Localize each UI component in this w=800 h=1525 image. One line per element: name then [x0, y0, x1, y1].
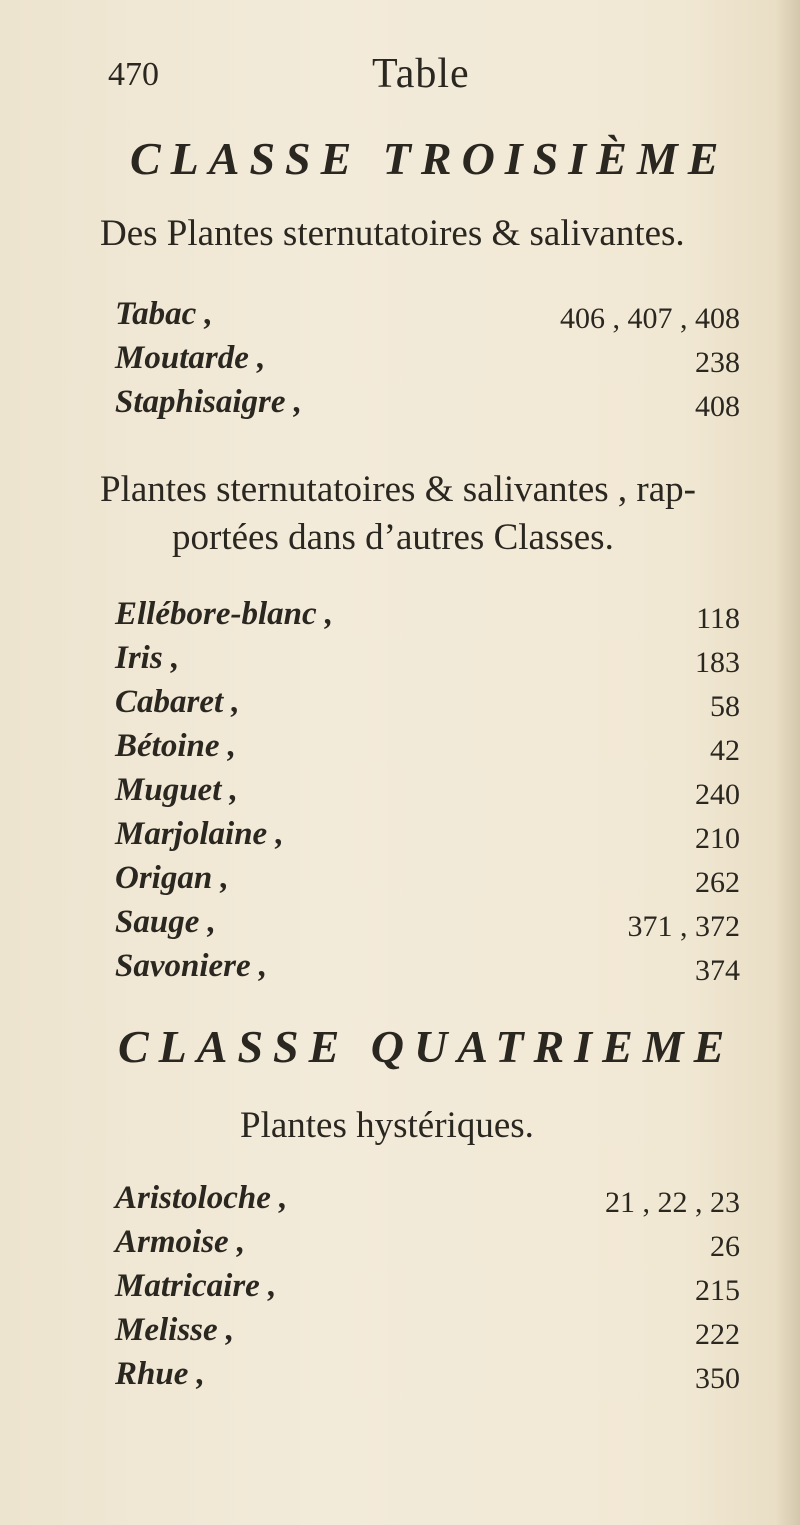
list-item — [0, 1356, 800, 1400]
plant-name: Ellébore-blanc , — [115, 596, 334, 632]
list-item — [0, 948, 800, 992]
page-refs: 42 — [710, 734, 740, 767]
plant-name: Marjolaine , — [115, 816, 284, 852]
page-refs: 21 , 22 , 23 — [605, 1186, 740, 1219]
plant-name: Moutarde , — [115, 340, 266, 376]
page-number: 470 — [108, 56, 159, 93]
plant-name: Rhue , — [115, 1356, 205, 1392]
page-refs: 238 — [695, 346, 740, 379]
class3-section2-title — [100, 466, 696, 562]
plant-name: Tabac , — [115, 296, 213, 332]
list-item — [0, 1268, 800, 1312]
list-item — [0, 384, 800, 428]
page-refs: 210 — [695, 822, 740, 855]
plant-name: Matricaire , — [115, 1268, 277, 1304]
title-line: portées dans d’autres Classes. — [172, 517, 614, 558]
page-refs: 408 — [695, 390, 740, 423]
list-item — [0, 728, 800, 772]
plant-name: Muguet , — [115, 772, 238, 808]
plant-name: Bétoine , — [115, 728, 236, 764]
plant-name: Cabaret , — [115, 684, 240, 720]
plant-name: Savoniere , — [115, 948, 268, 984]
page-refs: 374 — [695, 954, 740, 987]
class3-section1-title: Des Plantes sternutatoires & salivantes. — [100, 213, 685, 254]
page-refs: 222 — [695, 1318, 740, 1351]
page-header — [0, 50, 800, 100]
list-item — [0, 340, 800, 384]
plant-name: Sauge , — [115, 904, 216, 940]
list-item — [0, 1312, 800, 1356]
plant-name: Origan , — [115, 860, 229, 896]
list-item — [0, 860, 800, 904]
plant-name: Armoise , — [115, 1224, 246, 1260]
page-refs: 118 — [696, 602, 740, 635]
page-refs: 26 — [710, 1230, 740, 1263]
list-item — [0, 904, 800, 948]
page-refs: 215 — [695, 1274, 740, 1307]
page-refs: 350 — [695, 1362, 740, 1395]
title-line: Plantes sternutatoires & salivantes , rap- — [100, 469, 696, 510]
plant-name: Aristoloche , — [115, 1180, 288, 1216]
list-item — [0, 772, 800, 816]
running-title: Table — [372, 51, 470, 97]
class4-heading: CLASSE QUATRIEME — [118, 1021, 735, 1072]
list-item — [0, 684, 800, 728]
list-item — [0, 640, 800, 684]
list-item — [0, 1224, 800, 1268]
plant-name: Melisse , — [115, 1312, 235, 1348]
class3-heading: CLASSE TROISIÈME — [130, 133, 729, 184]
plant-name: Iris , — [115, 640, 180, 676]
list-item — [0, 596, 800, 640]
class4-section1-title: Plantes hystériques. — [240, 1105, 534, 1146]
page-refs: 406 , 407 , 408 — [560, 302, 740, 335]
page-refs: 58 — [710, 690, 740, 723]
list-item — [0, 296, 800, 340]
page-refs: 240 — [695, 778, 740, 811]
plant-name: Staphisaigre , — [115, 384, 303, 420]
page-refs: 371 , 372 — [627, 910, 740, 943]
list-item — [0, 816, 800, 860]
list-item — [0, 1180, 800, 1224]
page-refs: 183 — [695, 646, 740, 679]
page-refs: 262 — [695, 866, 740, 899]
